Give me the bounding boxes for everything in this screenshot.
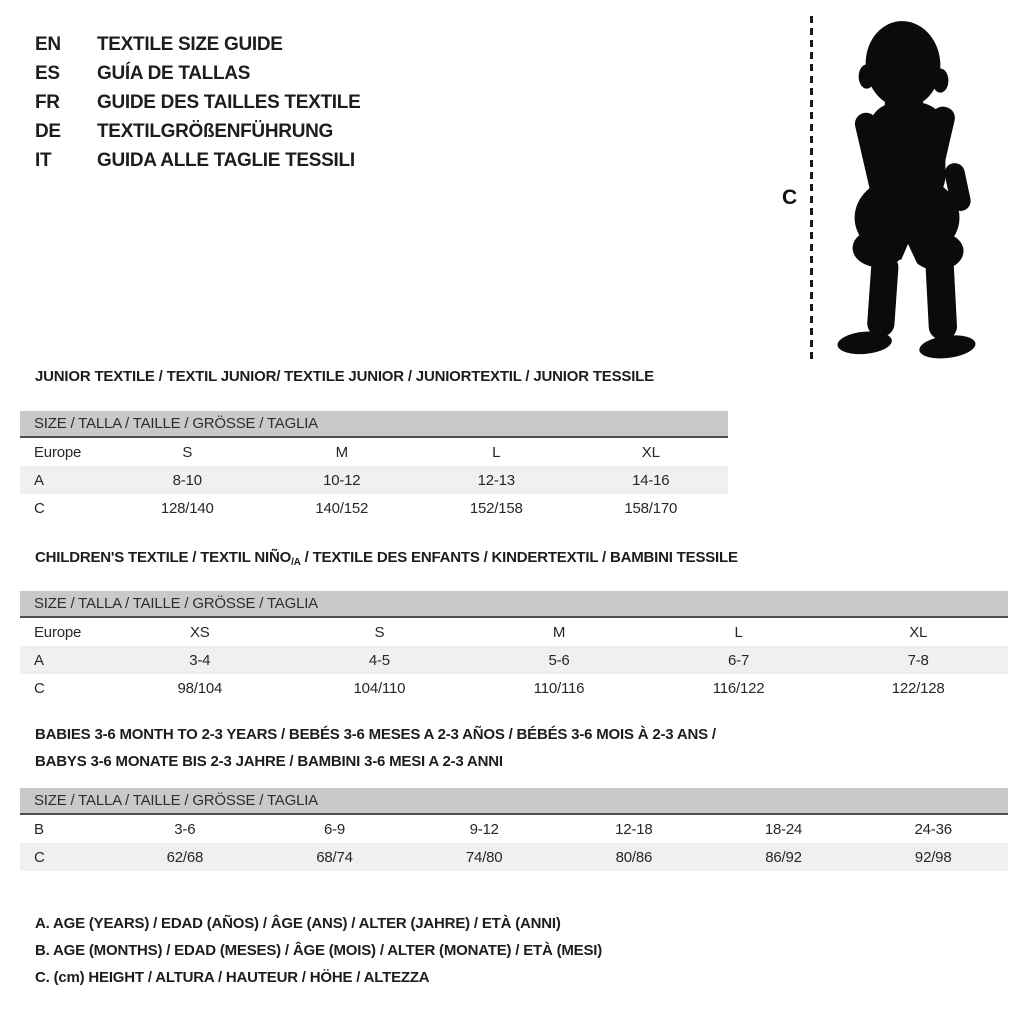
children-row-height [20,674,1008,702]
cell: 104/110 [353,679,406,697]
language-title: GUIDA ALLE TAGLIE TESSILI [97,149,355,171]
size-col: L [734,623,743,641]
cell: 116/122 [712,679,765,697]
row-label: A [34,651,44,669]
children-title-post: / TEXTILE DES ENFANTS / KINDERTEXTIL / BAMBINI TESSILE [300,549,738,566]
language-title: TEXTILE SIZE GUIDE [97,33,283,55]
cell: 4-5 [368,651,390,669]
row-label: B [34,820,44,838]
children-title-pre: CHILDREN'S TEXTILE / TEXTIL NIÑO [35,549,292,566]
cell: 12-18 [615,820,653,838]
junior-size-table [20,411,728,522]
cell: 74/80 [465,848,503,866]
size-col: M [335,443,348,461]
language-code: FR [35,91,60,113]
cell: 14-16 [632,471,670,489]
height-dotted-line [810,16,813,360]
row-label: C [34,499,45,517]
language-row [35,59,360,88]
babies-title-line1: BABIES 3-6 MONTH TO 2-3 YEARS / BEBÉS 3-6 MESES A 2-3 AÑOS / BÉBÉS 3-6 MOIS À 2-3 ANS / [35,726,716,743]
children-section-title [35,549,738,568]
row-label: C [34,848,45,866]
size-header-bar: SIZE / TALLA / TAILLE / GRÖSSE / TAGLIA [20,788,1008,815]
language-row [35,88,360,117]
language-row [35,117,360,146]
cell: 18-24 [764,820,803,838]
children-size-table [20,591,1008,702]
junior-region-row [20,438,728,466]
footnote-legend [35,910,602,991]
cell: 110/116 [533,679,585,697]
footnote-c: C. (cm) HEIGHT / ALTURA / HAUTEUR / HÖHE / ALTEZZA [35,969,430,986]
language-code: ES [35,62,60,84]
size-col: M [552,623,566,641]
language-list [35,30,360,175]
cell: 6-9 [323,820,346,838]
region-label: Europe [34,443,82,461]
babies-row-age-months [20,815,1008,843]
cell: 140/152 [315,499,369,517]
toddler-silhouette-icon [826,14,978,362]
cell: 98/104 [177,679,223,697]
cell: 158/170 [624,499,678,517]
babies-title-line2: BABYS 3-6 MONATE BIS 2-3 JAHRE / BAMBINI 3-6 MESI A 2-3 ANNI [35,753,503,770]
cell: 3-4 [189,651,211,669]
size-col: S [182,443,193,461]
cell: 10-12 [323,471,361,489]
cell: 92/98 [914,848,952,866]
cell: 122/128 [891,679,945,697]
height-label-c: C [782,186,798,209]
language-title: TEXTILGRÖßENFÜHRUNG [97,120,334,142]
language-row [35,146,360,175]
children-row-age [20,646,1008,674]
footnote-b: B. AGE (MONTHS) / EDAD (MESES) / ÂGE (MOIS) / ALTER (MONATE) / ETÀ (MESI) [35,942,603,959]
language-row [35,30,360,59]
language-code: IT [35,149,52,171]
cell: 128/140 [160,499,214,517]
size-col: S [374,623,385,641]
cell: 5-6 [548,651,570,669]
cell: 152/158 [469,499,523,517]
babies-row-height [20,843,1008,871]
cell: 8-10 [172,471,202,489]
size-header-bar: SIZE / TALLA / TAILLE / GRÖSSE / TAGLIA [20,591,1008,618]
cell: 7-8 [907,651,929,669]
row-label: C [34,679,45,697]
size-header-bar: SIZE / TALLA / TAILLE / GRÖSSE / TAGLIA [20,411,728,438]
cell: 24-36 [914,820,952,838]
size-col: XL [641,443,660,461]
babies-section-title [35,721,716,775]
cell: 62/68 [166,848,204,866]
children-region-row [20,618,1008,646]
footnote-a: A. AGE (YEARS) / EDAD (AÑOS) / ÂGE (ANS) / ALTER (JAHRE) / ETÀ (ANNI) [35,915,561,932]
babies-size-table [20,788,1008,871]
toddler-figure-region [770,10,1015,365]
cell: 68/74 [316,848,353,866]
cell: 12-13 [477,471,515,489]
language-code: EN [35,33,61,55]
size-col: XS [189,623,210,641]
cell: 86/92 [765,848,802,866]
children-title-subscript: /A [291,557,301,568]
region-label: Europe [34,623,82,641]
cell: 80/86 [615,848,653,866]
row-label: A [34,471,44,489]
cell: 9-12 [469,820,499,838]
size-col: L [492,443,501,461]
junior-section-title: JUNIOR TEXTILE / TEXTIL JUNIOR/ TEXTILE JUNIOR / JUNIORTEXTIL / JUNIOR TESSILE [35,368,654,385]
language-title: GUIDE DES TAILLES TEXTILE [97,91,361,113]
junior-row-age [20,466,728,494]
cell: 6-7 [728,651,750,669]
language-title: GUÍA DE TALLAS [97,62,251,84]
cell: 3-6 [174,820,196,838]
size-col: XL [909,623,928,641]
language-code: DE [35,120,61,142]
junior-row-height [20,494,728,522]
